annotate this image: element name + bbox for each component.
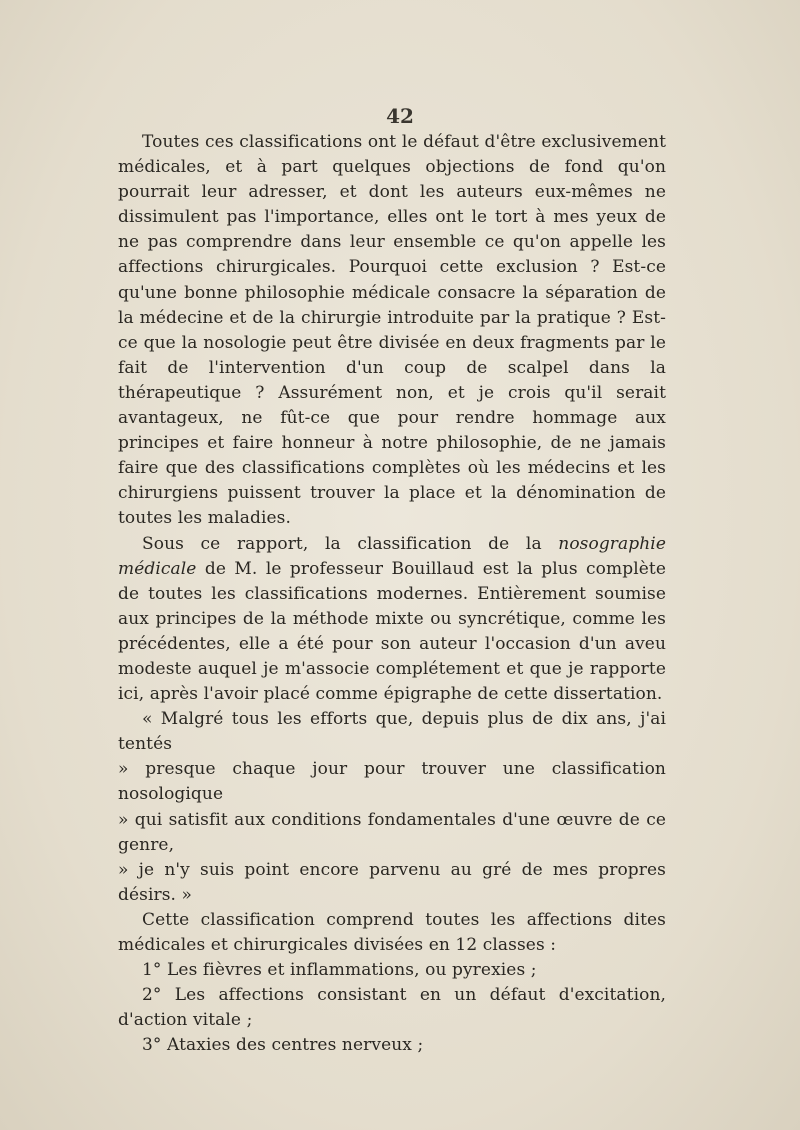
- paragraph-bouillaud: [118, 532, 666, 708]
- paragraph-bouillaud-start: Sous ce rapport, la classification de la: [142, 533, 559, 554]
- quote-line-2: » presque chaque jour pour trouver une classification nosologique: [118, 759, 666, 805]
- quote-line-3: » qui satisfit aux conditions fondamentales d'une œuvre de ce genre,: [118, 809, 666, 855]
- paragraph-bouillaud-end: de M. le professeur Bouillaud est la plus complète de toutes les classifications modernes. Entièrement soumise aux principes de la méthode mixte ou syncrétique, comme les précédentes, elle a été pour son auteur l'occasion d'un aveu modeste auquel je m'associe complétement et que je rapporte ici, après l'avoir placé comme épigraphe de cette dissertation.: [118, 558, 666, 705]
- quote-line-1: « Malgré tous les efforts que, depuis plus de dix ans, j'ai tentés: [118, 709, 666, 755]
- page-number: 42: [386, 104, 414, 128]
- list-item: 1° Les fièvres et inflammations, ou pyrexies ;: [142, 960, 537, 981]
- nosographie-title: nosographie médicale: [118, 533, 666, 579]
- list-item: 3° Ataxies des centres nerveux ;: [142, 1035, 424, 1056]
- quote-line-4: » je n'y suis point encore parvenu au gré de mes propres désirs. »: [118, 859, 666, 905]
- class-list: [118, 958, 666, 1058]
- body-text: [118, 130, 666, 1058]
- paragraph-classes-intro: Cette classification comprend toutes les affections dites médicales et chirurgicales divisées en 12 classes :: [118, 909, 666, 955]
- paragraph-classifications: Toutes ces classifications ont le défaut d'être exclusivement médicales, et à part quelques objections de fond qu'on pourrait leur adresser, et dont les auteurs eux-mêmes ne dissimulent pas l'importance, elles ont le tort à mes yeux de ne pas comprendre dans leur ensemble ce qu'on appelle les affections chirurgicales. Pourquoi cette exclusion ? Est-ce qu'une bonne philosophie médicale consacre la séparation de la médecine et de la chirurgie introduite par la pratique ? Est-ce que la nosologie peut être divisée en deux fragments par le fait de l'intervention d'un coup de scalpel dans la thérapeutique ? Assurément non, et je crois qu'il serait avantageux, ne fût-ce que pour rendre hommage aux principes et faire honneur à notre philosophie, de ne jamais faire que des classifications complètes où les médecins et les chirurgiens puissent trouver la place et la dénomination de toutes les maladies.: [118, 132, 666, 529]
- list-item: 2° Les affections consistant en un défaut d'excitation, d'action vitale ;: [118, 985, 666, 1031]
